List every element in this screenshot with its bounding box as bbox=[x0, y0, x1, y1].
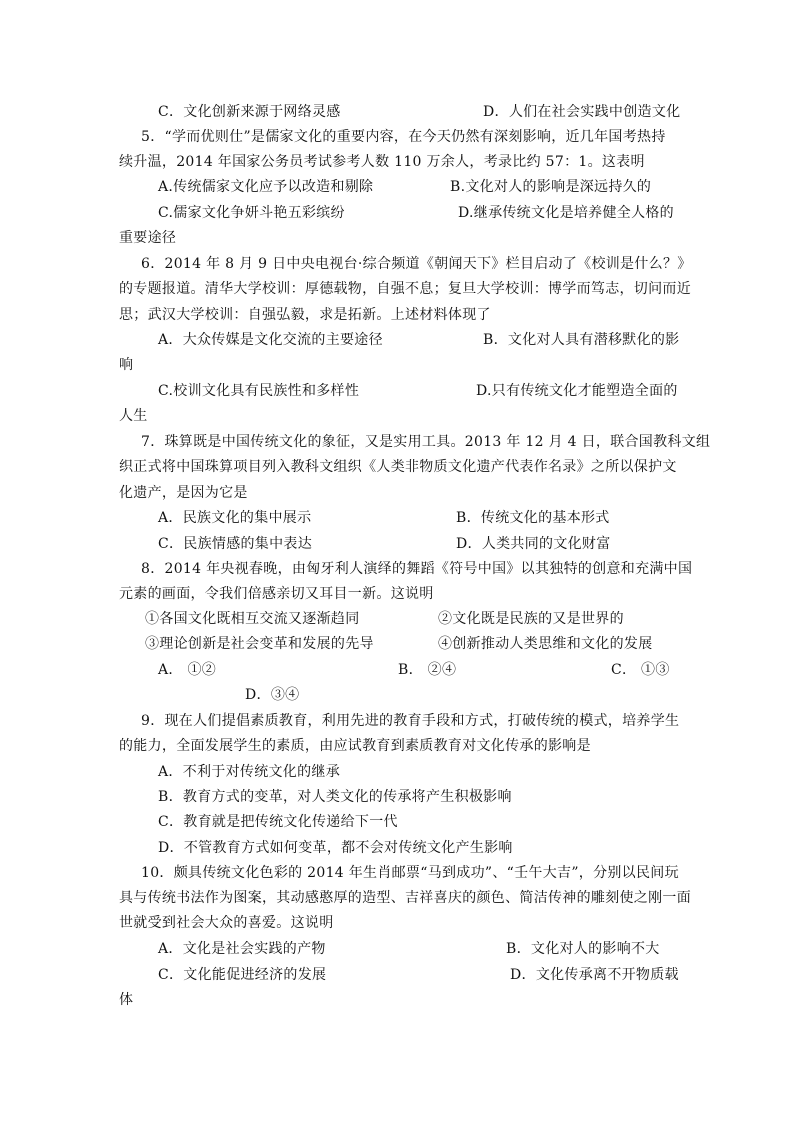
q6-option-b: B．文化对人具有潜移默化的影 bbox=[483, 332, 680, 348]
q10-stem-line-3: 世就受到社会大众的喜爱。这说明 bbox=[119, 915, 334, 931]
q5-option-d: D.继承传统文化是培养健全人格的 bbox=[458, 205, 674, 221]
q6-option-c: C.校训文化具有民族性和多样性 bbox=[158, 383, 360, 399]
q10-option-a: A．文化是社会实践的产物 bbox=[158, 941, 326, 957]
q5-option-b: B.文化对人的影响是深远持久的 bbox=[450, 179, 652, 195]
q8-stem-line-1: 8．2014 年央视春晚，由匈牙利人演绎的舞蹈《符号中国》以其独特的创意和充满中国 bbox=[141, 561, 693, 577]
q7-option-d: D．人类共同的文化财富 bbox=[456, 536, 611, 552]
q7-stem-line-2: 织正式将中国珠算项目列入教科文组织《人类非物质文化遗产代表作名录》之所以保护文 bbox=[119, 459, 677, 475]
q10-option-c: C．文化能促进经济的发展 bbox=[158, 967, 327, 983]
q6-stem-line-3: 思；武汉大学校训：自强弘毅，求是拓新。上述材料体现了 bbox=[119, 307, 491, 323]
q10-option-d-continued: 体 bbox=[119, 992, 134, 1008]
q5-option-d-continued: 重要途径 bbox=[119, 230, 177, 246]
q6-option-b-continued: 响 bbox=[119, 357, 134, 373]
q9-option-a: A．不利于对传统文化的继承 bbox=[158, 764, 341, 780]
q7-option-a: A．民族文化的集中展示 bbox=[158, 510, 312, 526]
q7-option-b: B．传统文化的基本形式 bbox=[456, 510, 610, 526]
q8-statement-4: ④创新推动人类思维和文化的发展 bbox=[438, 636, 653, 652]
q9-stem-line-2: 的能力，全面发展学生的素质，由应试教育到素质教育对文化传承的影响是 bbox=[119, 738, 591, 754]
q8-statement-1: ①各国文化既相互交流又逐渐趋同 bbox=[145, 611, 360, 627]
q5-stem-line-2: 续升温，2014 年国家公务员考试参考人数 110 万余人，考录比约 57：1。这表明 bbox=[119, 154, 645, 170]
q8-option-c: C． ①③ bbox=[611, 662, 670, 678]
q5-option-a: A.传统儒家文化应予以改造和剔除 bbox=[158, 179, 374, 195]
q9-option-c: C．教育就是把传统文化传递给下一代 bbox=[158, 814, 398, 830]
q6-option-a: A．大众传媒是文化交流的主要途径 bbox=[158, 332, 383, 348]
q8-option-d: D．③④ bbox=[245, 687, 300, 703]
q6-option-d: D.只有传统文化才能塑造全面的 bbox=[476, 383, 678, 399]
q9-option-b: B．教育方式的变革，对人类文化的传承将产生积极影响 bbox=[158, 789, 512, 805]
q10-option-d: D．文化传承离不开物质载 bbox=[510, 967, 679, 983]
q6-stem-line-2: 的专题报道。清华大学校训：厚德载物，自强不息；复旦大学校训：博学而笃志，切问而近 bbox=[119, 281, 691, 297]
q8-statement-3: ③理论创新是社会变革和发展的先导 bbox=[145, 636, 374, 652]
q10-stem-line-2: 具与传统书法作为图案，其动感憨厚的造型、吉祥喜庆的颜色、简洁传神的雕刻使之刚一面 bbox=[119, 890, 691, 906]
q7-stem-line-3: 化遗产，是因为它是 bbox=[119, 485, 248, 501]
q5-option-c: C.儒家文化争妍斗艳五彩缤纷 bbox=[158, 205, 345, 221]
q9-option-d: D．不管教育方式如何变革，都不会对传统文化产生影响 bbox=[158, 840, 513, 856]
prev-option-c: C．文化创新来源于网络灵感 bbox=[158, 104, 341, 120]
q6-stem-line-1: 6．2014 年 8 月 9 日中央电视台·综合频道《朝闻天下》栏目启动了《校训是什么？》 bbox=[141, 256, 692, 272]
q5-stem-line-1: 5．“学而优则仕”是儒家文化的重要内容，在今天仍然有深刻影响，近几年国考热持 bbox=[141, 129, 666, 145]
q7-stem-line-1: 7．珠算既是中国传统文化的象征，又是实用工具。2013 年 12 月 4 日，联合国教科文组 bbox=[141, 434, 711, 450]
q10-stem-line-1: 10．颇具传统文化色彩的 2014 年生肖邮票“马到成功”、“壬午大吉”，分别以民间玩 bbox=[141, 865, 679, 881]
q8-stem-line-2: 元素的画面，令我们倍感亲切又耳目一新。这说明 bbox=[119, 586, 434, 602]
q6-option-d-continued: 人生 bbox=[119, 408, 148, 424]
prev-option-d: D．人们在社会实践中创造文化 bbox=[483, 104, 681, 120]
q8-option-a: A． ①② bbox=[158, 662, 217, 678]
q9-stem-line-1: 9．现在人们提倡素质教育，利用先进的教育手段和方式，打破传统的模式，培养学生 bbox=[141, 713, 680, 729]
q7-option-c: C．民族情感的集中表达 bbox=[158, 536, 313, 552]
q8-statement-2: ②文化既是民族的又是世界的 bbox=[438, 611, 624, 627]
q10-option-b: B．文化对人的影响不大 bbox=[506, 941, 660, 957]
q8-option-b: B． ②④ bbox=[398, 662, 457, 678]
